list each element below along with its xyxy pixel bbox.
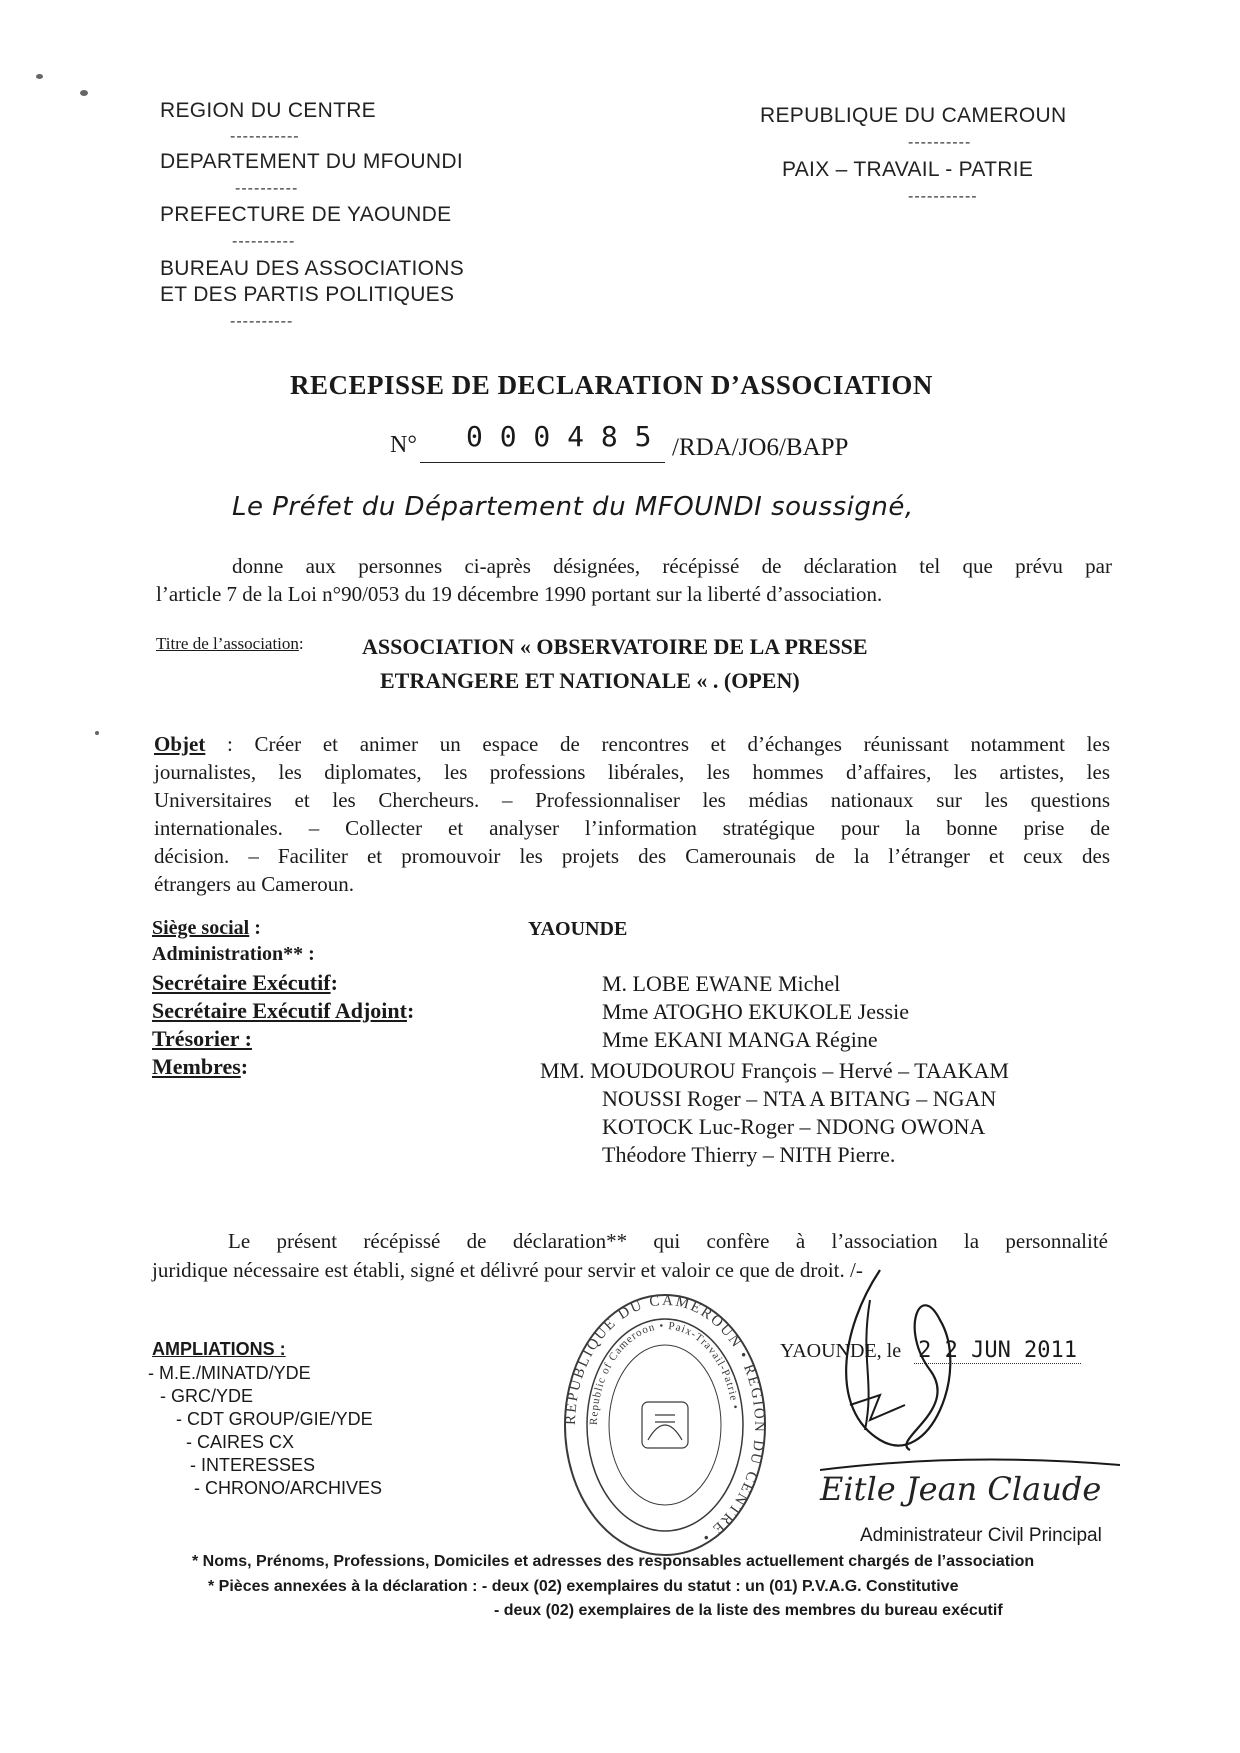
- intro-line1: donne aux personnes ci-après désignées, récépissé de déclaration tel que prévu par: [232, 554, 1112, 578]
- number-suffix: /RDA/JO6/BAPP: [672, 434, 849, 461]
- siege-colon: :: [249, 917, 261, 939]
- document-title: RECEPISSE DE DECLARATION D’ASSOCIATION: [290, 370, 933, 400]
- document-number: [390, 420, 1110, 464]
- svg-text:Republic of Cameroon • Paix-Tr: [588, 1320, 741, 1425]
- ampliations-item: - CDT GROUP/GIE/YDE: [176, 1409, 373, 1429]
- siege-label-wrap: [152, 917, 261, 940]
- objet-label: Objet: [154, 732, 206, 756]
- closing-line1: Le présent récépissé de déclaration** qui confère à l’association la personnalité: [228, 1229, 1108, 1253]
- number-value: 0 0 0 4 8 5: [466, 420, 652, 453]
- membres-label: Membres: [152, 1054, 241, 1079]
- ampliations-label: AMPLIATIONS :: [152, 1339, 286, 1359]
- objet-paragraph: [154, 730, 1110, 898]
- objet-line: internationales. – Collecter et analyser l’information stratégique pour la bonne prise de: [154, 816, 1110, 840]
- adjoint-label: Secrétaire Exécutif Adjoint: [152, 998, 407, 1023]
- objet-text: : Créer et animer un espace de rencontres et d’échanges réunissant notamment les: [227, 732, 1110, 756]
- intro-line2: l’article 7 de la Loi n°90/053 du 19 décembre 1990 portant sur la liberté d’association.: [156, 582, 883, 606]
- secretaire-colon: :: [330, 970, 338, 995]
- adjoint-value: Mme ATOGHO EKUKOLE Jessie: [602, 999, 909, 1024]
- number-prefix: N°: [390, 432, 417, 458]
- membres-line: Théodore Thierry – NITH Pierre.: [602, 1142, 896, 1167]
- header-prefecture: PREFECTURE DE YAOUNDE: [160, 203, 452, 226]
- date-prefix: YAOUNDE, le: [780, 1340, 902, 1362]
- header-region: REGION DU CENTRE: [160, 99, 376, 122]
- tresorier-value: Mme EKANI MANGA Régine: [602, 1027, 878, 1052]
- header-separator: ----------: [908, 134, 972, 151]
- ampliations-item: - CAIRES CX: [186, 1432, 295, 1452]
- seal-outer-text: REPUBLIQUE DU CAMEROUN • REGION DU CENTRE •: [562, 1292, 768, 1547]
- membres-line: KOTOCK Luc-Roger – NDONG OWONA: [602, 1114, 986, 1139]
- footnote-line1: * Noms, Prénoms, Professions, Domiciles et adresses des responsables actuellement chargés de l’association: [192, 1553, 1035, 1570]
- header-bureau-line1: BUREAU DES ASSOCIATIONS: [160, 257, 465, 280]
- header-devise: PAIX – TRAVAIL - PATRIE: [782, 158, 1034, 181]
- date-value: 2 2 JUN 2011: [914, 1338, 1081, 1364]
- objet-line: [154, 730, 1110, 758]
- membres-line: NOUSSI Roger – NTA A BITANG – NGAN: [602, 1086, 997, 1111]
- scan-speck: [80, 90, 88, 96]
- signature-strokes: [820, 1240, 1120, 1500]
- membres-label-wrap: [152, 1054, 248, 1080]
- administration-label: Administration** :: [152, 943, 315, 965]
- tresorier-label: Trésorier :: [152, 1026, 252, 1051]
- titre-line1: ASSOCIATION « OBSERVATOIRE DE LA PRESSE: [362, 634, 868, 659]
- siege-label: Siège social: [152, 917, 250, 939]
- membres-line: MM. MOUDOUROU François – Hervé – TAAKAM: [540, 1058, 1009, 1083]
- header-separator: -----------: [908, 188, 978, 205]
- ampliations-item: - GRC/YDE: [160, 1386, 254, 1406]
- siege-value: YAOUNDE: [528, 918, 628, 940]
- ampliations-item: - CHRONO/ARCHIVES: [194, 1478, 383, 1498]
- adjoint-label-wrap: [152, 998, 414, 1024]
- header-separator: -----------: [230, 128, 300, 145]
- secretaire-label: Secrétaire Exécutif: [152, 970, 331, 995]
- membres-list: [540, 1057, 1009, 1169]
- objet-line: Universitaires et les Chercheurs. – Professionnaliser les médias nationaux sur les questions: [154, 788, 1110, 812]
- secretaire-label-wrap: [152, 970, 338, 996]
- header-bureau-line2: ET DES PARTIS POLITIQUES: [160, 283, 455, 306]
- footnote-line2: * Pièces annexées à la déclaration : - deux (02) exemplaires du statut : un (01) P.V.A.G. Constitutive: [208, 1578, 959, 1595]
- header-republique: REPUBLIQUE DU CAMEROUN: [760, 104, 1067, 127]
- secretaire-value: M. LOBE EWANE Michel: [602, 971, 841, 996]
- objet-line: étrangers au Cameroun.: [154, 872, 355, 896]
- header-separator: ----------: [232, 233, 296, 250]
- signature-name: Eitle Jean Claude: [820, 1470, 1102, 1508]
- scan-speck: [95, 731, 99, 735]
- titre-label-wrap: [156, 634, 304, 654]
- objet-line: décision. – Faciliter et promouvoir les projets des Camerounais de la l’étranger et ceux des: [154, 844, 1110, 868]
- signature-role: Administrateur Civil Principal: [860, 1525, 1102, 1546]
- titre-label: Titre de l’association: [156, 634, 299, 653]
- footnote-line3: - deux (02) exemplaires de la liste des membres du bureau exécutif: [494, 1602, 1003, 1619]
- titre-colon: :: [298, 634, 304, 653]
- ampliations-item: - INTERESSES: [190, 1455, 316, 1475]
- official-seal: [560, 1290, 770, 1560]
- objet-line: journalistes, les diplomates, les professions libérales, les hommes d’affaires, les artistes, les: [154, 760, 1110, 784]
- seal-inner-text: Republic of Cameroon • Paix-Travail-Patrie •: [587, 1319, 742, 1426]
- ampliations-item: - M.E./MINATD/YDE: [148, 1363, 311, 1383]
- scan-speck: [36, 74, 43, 79]
- number-underline: [420, 462, 665, 463]
- titre-line2: ETRANGERE ET NATIONALE « . (OPEN): [380, 668, 800, 693]
- closing-line2: juridique nécessaire est établi, signé et délivré pour servir et valoir ce que de droit. /-: [152, 1258, 863, 1282]
- adjoint-colon: :: [406, 998, 415, 1023]
- prefet-line: Le Préfet du Département du MFOUNDI soussigné,: [232, 492, 914, 522]
- membres-colon: :: [240, 1054, 249, 1079]
- header-separator: ----------: [230, 313, 294, 330]
- header-departement: DEPARTEMENT DU MFOUNDI: [160, 150, 463, 173]
- header-separator: ----------: [235, 180, 299, 197]
